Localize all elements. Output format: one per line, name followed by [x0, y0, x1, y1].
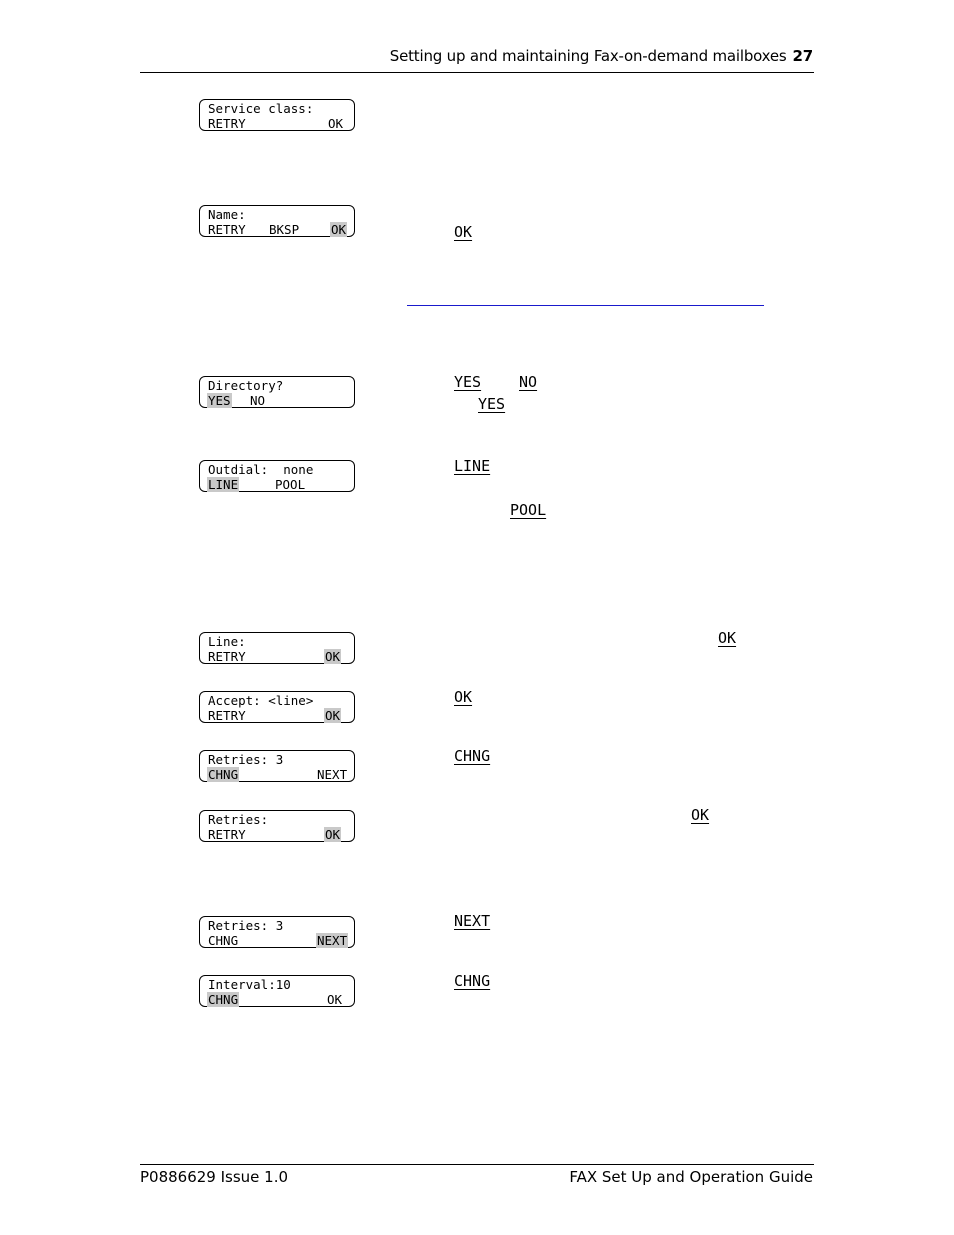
softkey-label-next: NEXT — [317, 933, 348, 948]
display-service-class — [199, 99, 355, 131]
display-line1: Line: — [208, 634, 246, 649]
footer-doc-number: P0886629 Issue 1.0 — [140, 1168, 289, 1186]
display-retries-entry — [199, 810, 355, 842]
retries-chng-key: CHNG — [454, 747, 491, 765]
display-line1: Retries: 3 — [208, 752, 284, 767]
softkey-label-chng: CHNG — [208, 767, 239, 782]
softkey-label-retry: RETRY — [208, 827, 246, 842]
display-outdial — [199, 460, 355, 492]
directory-yes-key-2: YES — [478, 395, 506, 413]
name-ok-key: OK — [454, 223, 473, 241]
softkey-label-ok: OK — [328, 116, 344, 131]
display-line1: Interval:10 — [208, 977, 291, 992]
softkey-label-chng: CHNG — [208, 933, 239, 948]
display-line — [199, 632, 355, 664]
line-ok-key: OK — [718, 629, 737, 647]
softkey-label-pool: POOL — [275, 477, 306, 492]
display-line1: Retries: 3 — [208, 918, 284, 933]
softkey-label-next: NEXT — [317, 767, 348, 782]
display-line1: Outdial: none — [208, 462, 314, 477]
display-line1: Directory? — [208, 378, 284, 393]
softkey-label-yes: YES — [208, 393, 231, 408]
softkey-label-retry: RETRY — [208, 116, 246, 131]
display-interval — [199, 975, 355, 1007]
retries-ok-key: OK — [691, 806, 710, 824]
retries-next-key: NEXT — [454, 912, 491, 930]
directory-no-key: NO — [519, 373, 538, 391]
softkey-label-ok: OK — [327, 992, 343, 1007]
page-number: 27 — [792, 47, 813, 65]
running-header — [390, 47, 813, 65]
softkey-label-line: LINE — [208, 477, 239, 492]
softkey-label-ok: OK — [325, 708, 341, 723]
display-line1: Name: — [208, 207, 246, 222]
header-title: Setting up and maintaining Fax-on-demand mailboxes — [389, 47, 787, 65]
softkey-label-retry: RETRY — [208, 222, 246, 237]
softkey-label-retry: RETRY — [208, 649, 246, 664]
softkey-label-ok: OK — [325, 649, 341, 664]
footer-rule — [140, 1164, 814, 1165]
directory-yes-key: YES — [454, 373, 482, 391]
display-directory — [199, 376, 355, 408]
display-retries — [199, 750, 355, 782]
softkey-label-ok: OK — [325, 827, 341, 842]
footer-guide-title: FAX Set Up and Operation Guide — [569, 1168, 813, 1186]
softkey-label-chng: CHNG — [208, 992, 239, 1007]
outdial-pool-key: POOL — [510, 501, 547, 519]
softkey-label-bksp: BKSP — [269, 222, 300, 237]
softkey-label-ok: OK — [331, 222, 347, 237]
header-rule — [140, 72, 814, 73]
display-accept — [199, 691, 355, 723]
softkey-label-no: NO — [250, 393, 266, 408]
display-line1: Retries: — [208, 812, 269, 827]
hyperlink-underline — [407, 305, 764, 306]
display-name — [199, 205, 355, 237]
outdial-line-key: LINE — [454, 457, 491, 475]
softkey-label-retry: RETRY — [208, 708, 246, 723]
display-retries-next — [199, 916, 355, 948]
interval-chng-key: CHNG — [454, 972, 491, 990]
accept-ok-key: OK — [454, 688, 473, 706]
display-line1: Accept: <line> — [208, 693, 314, 708]
display-line1: Service class: — [208, 101, 314, 116]
